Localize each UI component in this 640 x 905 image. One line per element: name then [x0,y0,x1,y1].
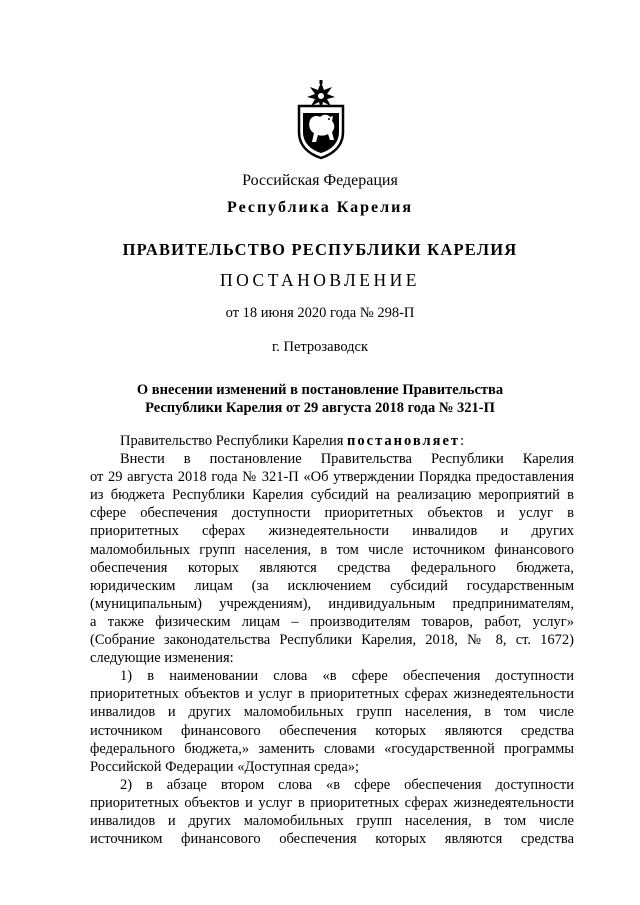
intro-suffix: : [460,433,465,449]
body-line: федерального бюджета,» заменить словами «государственной программы [90,740,574,757]
intro-keyword: постановляет [347,433,461,449]
body-line: инвалидов и других маломобильных групп населения, в том числе [90,704,574,721]
body-line: из бюджета Республики Карелия субсидий на реализацию мероприятий в [90,487,574,504]
body-line: от 29 августа 2018 года № 321-П «Об утверждении Порядка предоставления [90,469,574,486]
karelia-coat-of-arms-emblem [293,80,349,160]
body-line: а также физическим лицам – производителям товаров, работ, услуг» [90,613,574,630]
body-line: 1) в наименовании слова «в сфере обеспечения доступности [120,668,574,685]
city-name: г. Петрозаводск [271,339,369,355]
body-line: источником финансового обеспечения которых являются средства [90,831,574,848]
decree-title: ПОСТАНОВЛЕНИЕ [220,270,420,290]
body-line: следующие изменения: [90,650,234,667]
body-line: приоритетных объектов и услуг в приоритетных сферах жизнедеятельности [90,794,574,811]
body-line: приоритетных сферах жизнедеятельности инвалидов и других [90,523,574,540]
body-line: 2) в абзаце втором слова «в сфере обеспечения доступности [120,776,574,793]
body-line: сфере обеспечения доступности приоритетных объектов и услуг в [90,505,574,522]
subject-line-2: Республики Карелия от 29 августа 2018 года № 321-П [145,400,495,416]
body-line: источником финансового обеспечения которых являются средства [90,722,574,739]
intro-prefix: Правительство Республики Карелия [120,433,348,449]
republic-title: Республика Карелия [227,199,413,216]
body-line: Российской Федерации «Доступная среда»; [90,758,360,775]
body-line: маломобильных групп населения, в том числе источником финансового [90,541,574,558]
decree-subject [0,381,640,417]
body-line: (Собрание законодательства Республики Карелия, 2018, № 8, ст. 1672) [90,632,574,649]
body-line: (муниципальным) учреждениям), индивидуальным предпринимателям, [90,595,574,612]
decree-body [90,432,574,848]
federation-title: Российская Федерация [242,172,398,189]
body-intro-line [90,432,574,450]
body-line: приоритетных объектов и услуг в приоритетных сферах жизнедеятельности [90,686,574,703]
government-title: ПРАВИТЕЛЬСТВО РЕСПУБЛИКИ КАРЕЛИЯ [122,240,518,259]
subject-line-1: О внесении изменений в постановление Правительства [136,382,504,398]
body-line: Внести в постановление Правительства Республики Карелия [120,451,574,468]
decree-date-number: от 18 июня 2020 года № 298-П [225,305,415,321]
body-line: инвалидов и других маломобильных групп населения, в том числе [90,812,574,829]
body-line: обеспечения которых являются средства федерального бюджета, [90,559,574,576]
body-line: юридическим лицам (за исключением субсидий государственным [90,577,574,594]
